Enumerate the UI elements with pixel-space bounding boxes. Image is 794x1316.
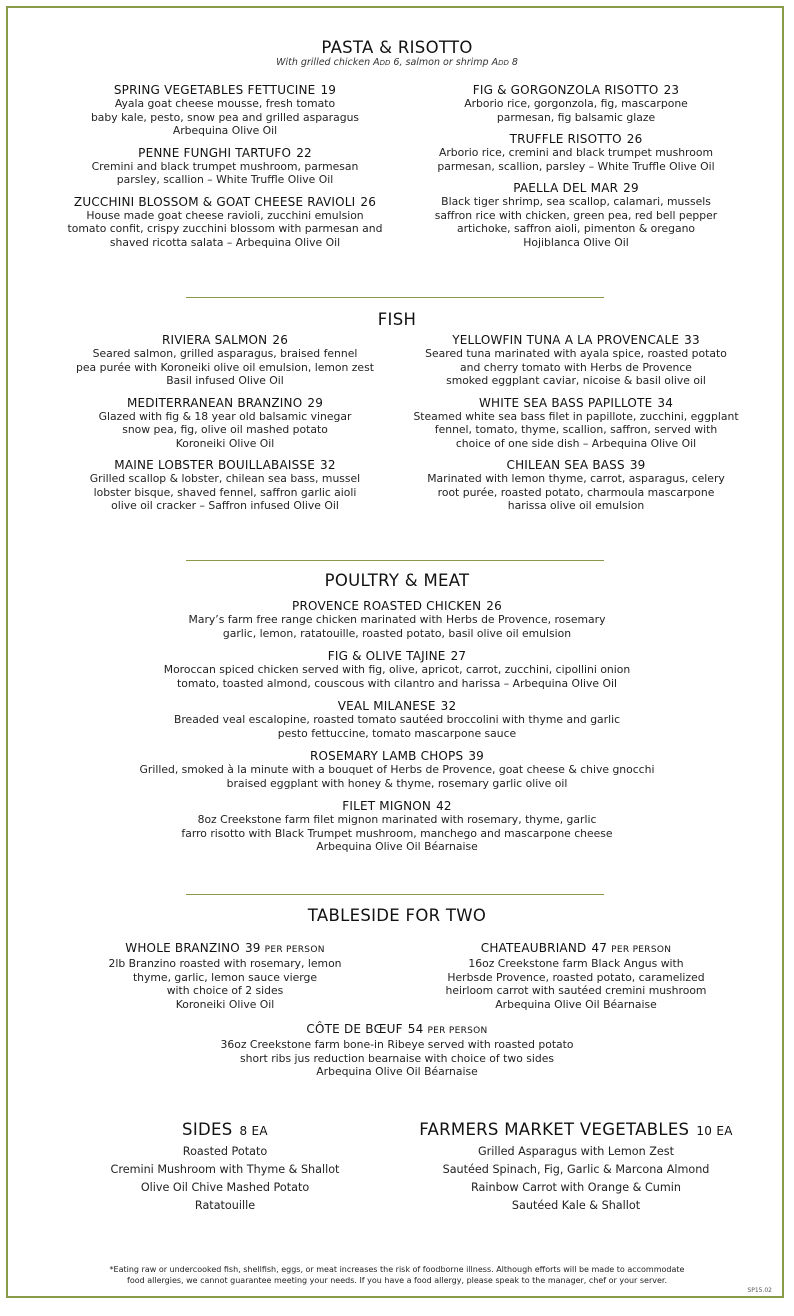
item-desc: lobster bisque, shaved fennel, saffron garlic aioli <box>93 485 357 499</box>
item-desc: Glazed with fig & 18 year old balsamic vinegar <box>98 409 352 423</box>
tableside-section-title: TABLESIDE FOR TWO <box>307 906 487 925</box>
poultry-column <box>0 599 794 863</box>
item-desc: Herbsde Provence, roasted potato, caramelized <box>447 970 705 984</box>
item-title <box>40 458 410 472</box>
item-desc: Grilled, smoked à la minute with a bouquet of Herbs de Provence, goat cheese & chive gnocchi <box>139 763 655 776</box>
vegetables-column <box>386 1120 766 1215</box>
menu-item <box>40 146 410 187</box>
pasta-section-title: PASTA & RISOTTO <box>321 38 473 57</box>
item-title <box>0 799 794 813</box>
side-item: Roasted Potato <box>182 1145 268 1158</box>
item-price: 22 <box>296 145 312 160</box>
menu-item <box>386 132 766 173</box>
item-title <box>386 458 766 472</box>
menu-item <box>40 396 410 451</box>
item-desc: choice of one side dish – Arbequina Olive Oil <box>455 436 697 450</box>
sides-title: SIDES 8 EA <box>182 1120 268 1139</box>
item-desc: Hojiblanca Olive Oil <box>523 235 629 249</box>
allergy-disclaimer <box>0 1264 794 1286</box>
item-desc: Breaded veal escalopine, roasted tomato sautéed broccolini with thyme and garlic <box>173 713 621 726</box>
disclaimer-line: food allergies, we cannot guarantee meeting your needs. If you have a food allergy, please speak to the manager, chef or your server. <box>127 1276 667 1285</box>
menu-item <box>40 458 410 513</box>
menu-item <box>386 83 766 124</box>
item-desc: Koroneiki Olive Oil <box>175 436 275 450</box>
item-price: 23 <box>663 83 680 97</box>
item-title <box>40 146 410 160</box>
item-desc: tomato, toasted almond, couscous with cilantro and harissa – Arbequina Olive Oil <box>176 676 617 690</box>
item-desc: Steamed white sea bass filet in papillote, zucchini, eggplant <box>413 409 739 423</box>
item-title <box>40 333 410 347</box>
item-desc: fennel, tomato, thyme, scallion, saffron, served with <box>434 423 718 436</box>
item-desc: Arbequina Olive Oil Béarnaise <box>316 1065 478 1078</box>
item-desc: farro risotto with Black Trumpet mushroom, manchego and mascarpone cheese <box>181 826 613 840</box>
item-desc: braised eggplant with honey & thyme, rosemary garlic olive oil <box>226 776 568 790</box>
item-name: MEDITERRANEAN BRANZINO <box>126 395 303 410</box>
item-price: 29 <box>307 395 324 410</box>
item-name: RIVIERA SALMON <box>161 333 268 347</box>
sides-column <box>40 1120 410 1215</box>
menu-item <box>0 799 794 854</box>
menu-code: SP15.02 <box>747 1287 772 1294</box>
section-divider <box>186 560 604 561</box>
section-divider <box>186 297 604 298</box>
side-item: Olive Oil Chive Mashed Potato <box>140 1181 310 1194</box>
item-title <box>40 195 410 209</box>
item-title <box>386 396 766 410</box>
menu-item <box>40 83 410 138</box>
item-desc: Seared tuna marinated with ayala spice, roasted potato <box>425 347 727 360</box>
item-desc: Arbequina Olive Oil <box>172 124 278 137</box>
item-name: ROSEMARY LAMB CHOPS <box>309 749 464 763</box>
item-desc: parmesan, scallion, parsley – White Truffle Olive Oil <box>437 159 715 173</box>
vegetable-item: Sautéed Spinach, Fig, Garlic & Marcona Almond <box>442 1163 710 1176</box>
item-name: SPRING VEGETABLES FETTUCINE <box>113 83 316 97</box>
fish-section-title: FISH <box>377 310 417 329</box>
item-price: 27 <box>450 649 467 663</box>
item-name: PENNE FUNGHI TARTUFO <box>138 145 292 160</box>
item-desc: Moroccan spiced chicken served with fig, olive, apricot, carrot, zucchini, cipollini onion <box>163 663 631 676</box>
item-name: YELLOWFIN TUNA A LA PROVENCALE <box>452 333 680 347</box>
item-price: 26 <box>486 599 502 613</box>
tableside-branzino <box>40 941 410 1011</box>
item-title <box>0 649 794 663</box>
item-title: WHOLE BRANZINO 39 PER PERSON <box>125 941 325 955</box>
fish-right-column <box>386 333 766 521</box>
pasta-left-column <box>40 83 410 257</box>
poultry-section-title: POULTRY & MEAT <box>324 571 470 590</box>
item-desc: Arborio rice, cremini and black trumpet mushroom <box>438 146 713 159</box>
menu-item <box>40 195 410 250</box>
item-price: 32 <box>440 699 457 713</box>
item-price: 26 <box>272 333 289 347</box>
pasta-right-column <box>386 83 766 257</box>
item-name: ZUCCHINI BLOSSOM & GOAT CHEESE RAVIOLI <box>73 194 356 209</box>
item-desc: root purée, roasted potato, charmoula mascarpone <box>437 485 715 499</box>
item-desc: Seared salmon, grilled asparagus, braised fennel <box>92 347 358 360</box>
item-desc: parmesan, fig balsamic glaze <box>496 110 656 124</box>
item-name: VEAL MILANESE <box>337 699 436 713</box>
item-desc: Cremini and black trumpet mushroom, parmesan <box>91 159 359 173</box>
menu-item <box>0 649 794 690</box>
item-desc: 16oz Creekstone farm Black Angus with <box>468 957 684 970</box>
item-title <box>0 599 794 613</box>
item-name: PAELLA DEL MAR <box>513 181 619 195</box>
item-title <box>386 83 766 97</box>
item-price: 32 <box>320 458 336 472</box>
item-desc: heirloom carrot with sautéed cremini mushroom <box>445 984 707 997</box>
item-title: CHATEAUBRIAND 47 PER PERSON <box>480 941 672 955</box>
item-title <box>0 749 794 763</box>
item-price: 42 <box>436 799 452 813</box>
item-desc: parsley, scallion – White Truffle Olive Oil <box>116 173 334 186</box>
item-desc: shaved ricotta salata – Arbequina Olive Oil <box>109 235 341 249</box>
menu-item <box>386 181 766 249</box>
side-item: Cremini Mushroom with Thyme & Shallot <box>110 1163 340 1176</box>
item-title: CÔTE DE BŒUF 54 PER PERSON <box>306 1022 488 1036</box>
tableside-chateaubriand <box>386 941 766 1011</box>
menu-item <box>0 699 794 740</box>
item-title <box>0 699 794 713</box>
item-desc: 8oz Creekstone farm filet mignon marinated with rosemary, thyme, garlic <box>197 813 597 826</box>
item-desc: Koroneiki Olive Oil <box>175 997 275 1011</box>
item-desc: snow pea, fig, olive oil mashed potato <box>122 423 328 436</box>
menu-item <box>386 333 766 388</box>
item-desc: short ribs jus reduction bearnaise with choice of two sides <box>240 1051 554 1065</box>
disclaimer-line: *Eating raw or undercooked fish, shellfish, eggs, or meat increases the risk of foodborne illness. Although efforts will be made to accommodate <box>109 1265 685 1274</box>
vegetable-item: Rainbow Carrot with Orange & Cumin <box>471 1181 681 1194</box>
item-name: WHITE SEA BASS PAPILLOTE <box>478 395 653 410</box>
item-price: 26 <box>626 132 643 146</box>
item-desc: House made goat cheese ravioli, zucchini emulsion <box>86 208 364 222</box>
vegetable-item: Grilled Asparagus with Lemon Zest <box>478 1145 674 1158</box>
item-desc: pesto fettuccine, tomato mascarpone sauce <box>277 726 517 740</box>
item-desc: pea purée with Koroneiki olive oil emulsion, lemon zest <box>76 360 374 374</box>
item-name: FIG & GORGONZOLA RISOTTO <box>472 83 659 97</box>
menu-item <box>386 458 766 513</box>
pasta-subtitle: With grilled chicken ADD 6, salmon or shrimp ADD 8 <box>276 57 518 68</box>
item-price: 34 <box>657 395 674 410</box>
item-desc: smoked eggplant caviar, nicoise & basil olive oil <box>446 374 706 387</box>
item-title <box>386 333 766 347</box>
item-name: TRUFFLE RISOTTO <box>509 132 622 146</box>
item-desc: and cherry tomato with Herbs de Provence <box>460 360 692 374</box>
item-desc: baby kale, pesto, snow pea and grilled asparagus <box>90 110 360 124</box>
tableside-cote-de-boeuf <box>0 1022 794 1079</box>
item-price: 26 <box>360 194 377 209</box>
fish-left-column <box>40 333 410 521</box>
item-title <box>386 132 766 146</box>
item-price: 39 <box>629 458 646 472</box>
item-name: PROVENCE ROASTED CHICKEN <box>292 599 482 613</box>
item-title <box>40 83 410 97</box>
item-price: 29 <box>623 181 639 195</box>
item-desc: Marinated with lemon thyme, carrot, asparagus, celery <box>427 472 725 485</box>
item-desc: thyme, garlic, lemon sauce vierge <box>132 970 318 984</box>
item-title <box>386 181 766 195</box>
side-item: Ratatouille <box>194 1199 256 1212</box>
item-name: FILET MIGNON <box>342 799 432 813</box>
menu-item <box>40 333 410 388</box>
item-desc: saffron rice with chicken, green pea, red bell pepper <box>434 208 718 222</box>
vegetable-item: Sautéed Kale & Shallot <box>511 1199 641 1212</box>
item-price: 19 <box>320 83 337 97</box>
item-desc: tomato confit, crispy zucchini blossom with parmesan and <box>67 222 383 235</box>
item-name: FIG & OLIVE TAJINE <box>327 649 446 663</box>
item-desc: Grilled scallop & lobster, chilean sea bass, mussel <box>89 472 361 485</box>
menu-item <box>0 749 794 790</box>
item-desc: Arbequina Olive Oil Béarnaise <box>495 997 657 1011</box>
item-price: 33 <box>684 333 700 347</box>
item-desc: olive oil cracker – Saffron infused Olive Oil <box>111 499 339 512</box>
item-price: 39 <box>468 749 484 763</box>
item-desc: Basil infused Olive Oil <box>166 374 284 387</box>
item-desc: Arborio rice, gorgonzola, fig, mascarpone <box>464 97 688 110</box>
item-desc: Ayala goat cheese mousse, fresh tomato <box>114 97 336 110</box>
menu-item <box>0 599 794 640</box>
vegetables-title: FARMERS MARKET VEGETABLES 10 EA <box>419 1120 733 1139</box>
item-title <box>40 396 410 410</box>
item-name: CHILEAN SEA BASS <box>506 458 625 472</box>
item-desc: with choice of 2 sides <box>166 984 284 997</box>
item-desc: Mary’s farm free range chicken marinated with Herbs de Provence, rosemary <box>188 613 606 626</box>
item-desc: artichoke, saffron aioli, pimenton & oregano <box>456 222 696 235</box>
item-desc: garlic, lemon, ratatouille, roasted potato, basil olive oil emulsion <box>222 626 572 640</box>
item-desc: 2lb Branzino roasted with rosemary, lemon <box>108 957 342 970</box>
item-name: MAINE LOBSTER BOUILLABAISSE <box>114 458 316 472</box>
menu-item <box>386 396 766 451</box>
item-desc: Black tiger shrimp, sea scallop, calamari, mussels <box>441 195 711 208</box>
item-desc: 36oz Creekstone farm bone-in Ribeye served with roasted potato <box>220 1038 574 1051</box>
item-desc: harissa olive oil emulsion <box>507 499 645 512</box>
item-desc: Arbequina Olive Oil Béarnaise <box>316 840 478 853</box>
section-divider <box>186 894 604 895</box>
